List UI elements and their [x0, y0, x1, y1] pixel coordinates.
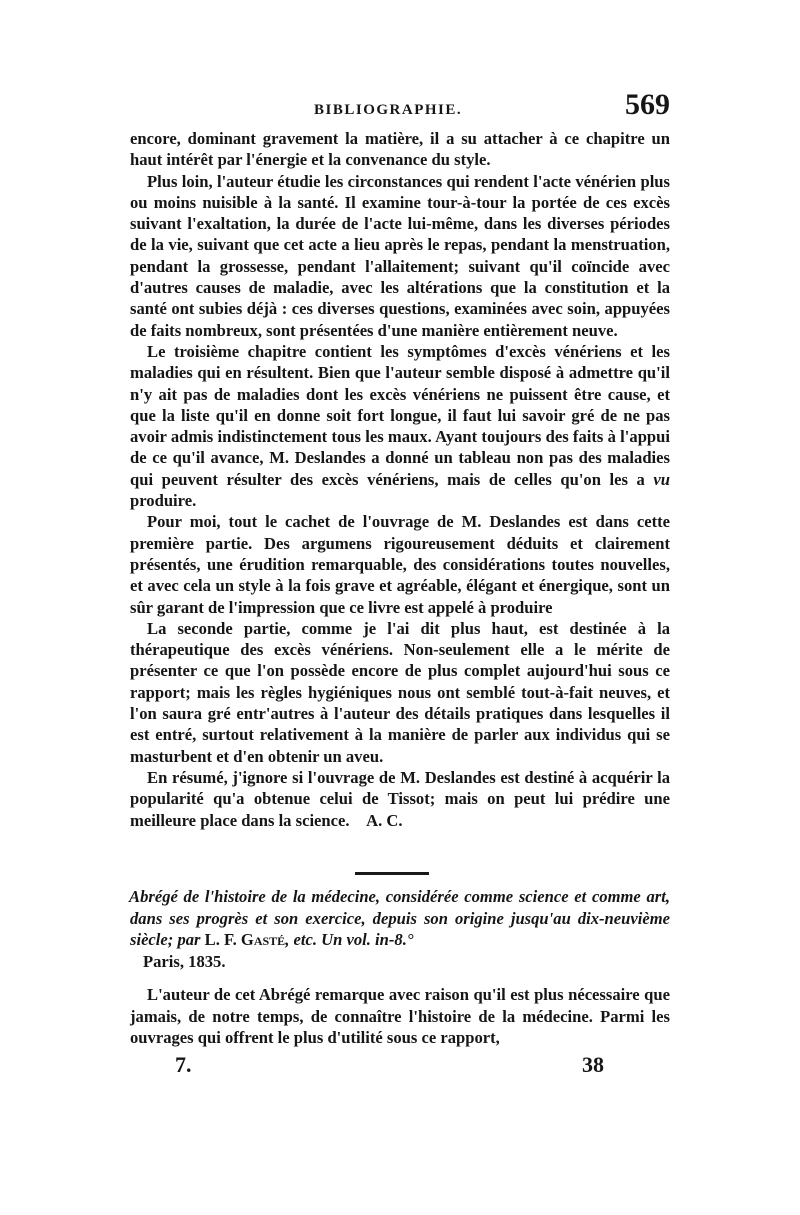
paragraph-3-emphasis: vu: [653, 469, 670, 489]
paragraph-1: encore, dominant gravement la matière, il a su attacher à ce chapitre un haut intérêt par l'énergie et la convenance du style.: [130, 129, 670, 170]
book-place-date: Paris, 1835.: [143, 951, 226, 971]
review-section: [130, 886, 670, 1049]
page-footer: [130, 1052, 670, 1082]
signature-mark: 7.: [175, 1052, 192, 1077]
book-title-text: Abrégé de l'histoire de la médecine, considérée comme science et comme art, dans ses progrès et son exercice, depuis son origine jusqu'au dix-neuvième siècle; par: [129, 887, 670, 949]
review-paragraph: L'auteur de cet Abrégé remarque avec raison qu'il est plus nécessaire que jamais, de notre temps, de connaître l'histoire de la médecine. Parmi les ouvrages qui offrent le plus d'utilité sous ce rapport,: [130, 985, 670, 1047]
paragraph-2: Plus loin, l'auteur étudie les circonstances qui rendent l'acte vénérien plus ou moins nuisible à la santé. Il examine tour-à-tour la portée de ces excès suivant l'exaltation, la durée de l'acte lui-même, dans les diverses périodes de la vie, suivant que cet acte a lieu après le repas, pendant la menstruation, pendant la grossesse, pendant l'allaitement; suivant qu'il coïncide avec d'autres causes de maladie, avec les altérations que la constitution et la santé ont subies déjà : ces diverses questions, examinées avec soin, appuyées de faits nombreux, sont présentées d'une manière entièrement neuve.: [130, 171, 670, 340]
paragraph-6-text: En résumé, j'ignore si l'ouvrage de M. Deslandes est destiné à acquérir la popularité qu'a obtenue celui de Tissot; mais on peut lui prédire une meilleure place dans la science.: [130, 767, 670, 830]
main-text: [130, 128, 670, 831]
paragraph-3-text-a: Le troisième chapitre contient les symptômes d'excès vénériens et les maladies qui en résultent. Bien que l'auteur semble disposé à admettre qu'il n'y ait pas de maladies dont les excès vénériens ne puissent être cause, et que la liste qu'il en donne soit fort longue, il faut lui savoir gré de ne pas avoir admis indistinctement tous les maux. Ayant toujours des faits à l'appui de ce qu'il avance, M. Deslandes a donné un tableau non pas des maladies qui peuvent résulter des excès vénériens, mais de celles qu'on les a: [130, 341, 670, 489]
paragraph-5: La seconde partie, comme je l'ai dit plus haut, est destinée à la thérapeutique des excès vénériens. Non-seulement elle a le mérite de présenter ce que l'on possède encore de plus complet aujourd'hui sous ce rapport; mais les règles hygiéniques nous ont semblé tout-à-fait neuves, et l'on saura gré entr'autres à l'auteur des détails pratiques dans lesquelles il est entré, surtout relativement à la manière de parler aux individus qui se masturbent et d'en obtenir un aveu.: [130, 618, 670, 766]
page-number: 569: [625, 88, 670, 121]
review-signature: A. C.: [366, 810, 403, 830]
paragraph-4: Pour moi, tout le cachet de l'ouvrage de M. Deslandes est dans cette première partie. Des argumens rigoureusement déduits et clairement présentés, une érudition remarquable, des considérations toutes nouvelles, et avec cela un style à la fois grave et agréable, élégant et énergique, sont un sûr garant de l'impression que ce livre est appelé à produire: [130, 512, 670, 617]
page-header: [130, 88, 670, 128]
book-author: L. F. Gasté: [204, 930, 286, 949]
paragraph-6: [130, 767, 670, 831]
review-book-title: [130, 886, 670, 972]
section-divider: [355, 872, 429, 875]
paragraph-3-text-b: produire.: [130, 491, 197, 511]
book-title-edition: , etc. Un vol. in-8.°: [285, 930, 414, 949]
sheet-number: 38: [582, 1052, 604, 1077]
paragraph-3: [130, 341, 670, 511]
running-head: BIBLIOGRAPHIE.: [314, 102, 463, 118]
